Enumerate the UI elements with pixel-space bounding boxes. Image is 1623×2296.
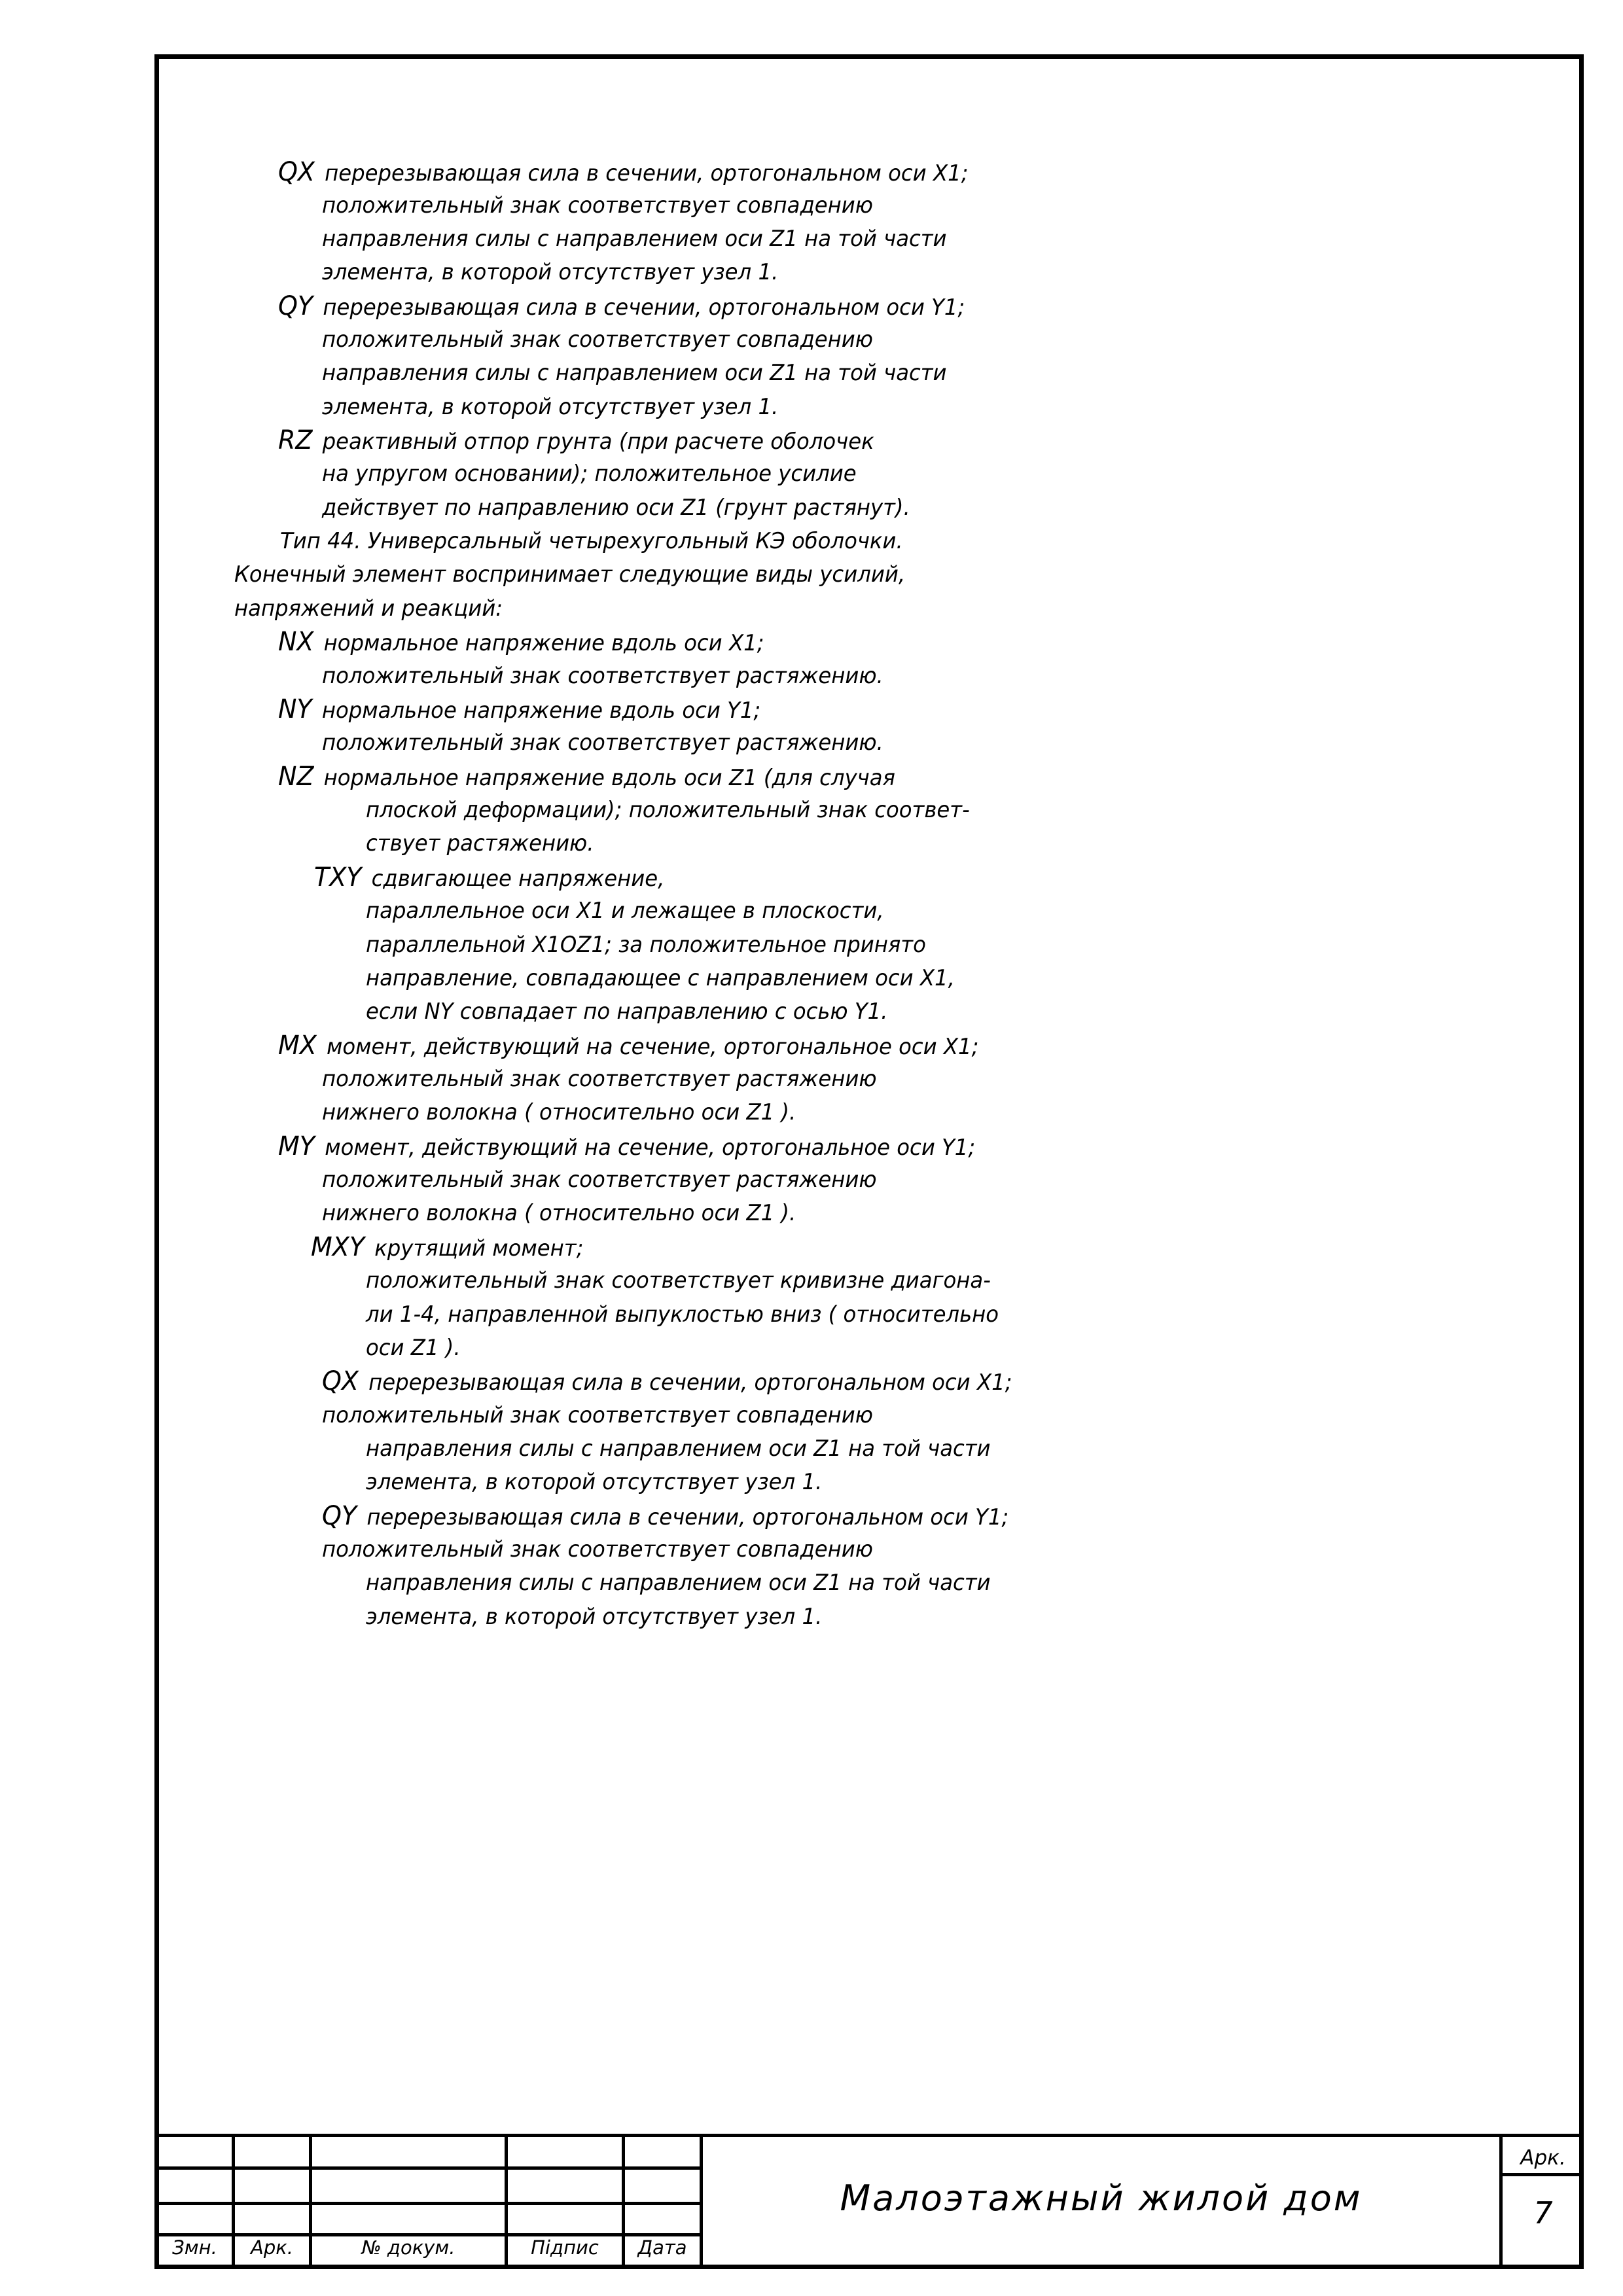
term-line: [278, 629, 764, 656]
sheet-label: Арк.: [1520, 2146, 1566, 2170]
line-text: Тип 44. Универсальный четырехугольный КЭ оболочки.: [280, 528, 903, 554]
line-text: перерезывающая сила в сечении, ортогональном оси Y1;: [366, 1504, 1009, 1530]
text-line: [322, 327, 873, 353]
text-line: [366, 1301, 999, 1328]
term-code: MX: [278, 1031, 317, 1061]
line-text: нормальное напряжение вдоль оси Z1 (для случая: [323, 765, 895, 791]
line-text: момент, действующий на сечение, ортогональное оси Y1;: [325, 1135, 976, 1161]
line-text: если NY совпадает по направлению с осью Y1.: [366, 998, 888, 1025]
term-line: [322, 1368, 1012, 1396]
document-title: Малоэтажный жилой дом: [840, 2178, 1363, 2219]
line-text: сдвигающее напряжение,: [371, 866, 665, 892]
term-code: NZ: [278, 762, 314, 792]
line-text: перерезывающая сила в сечении, ортогональном оси Y1;: [323, 294, 965, 321]
text-line: [322, 1536, 873, 1563]
text-line: [322, 663, 883, 689]
stamp-row-line: [154, 2166, 703, 2170]
line-text: параллельное оси X1 и лежащее в плоскости,: [366, 898, 884, 924]
text-line: [322, 360, 947, 386]
line-text: Конечный элемент воспринимает следующие виды усилий,: [234, 561, 906, 588]
term-line: [278, 293, 965, 321]
line-text: направления силы с направлением оси Z1 на той части: [366, 1570, 991, 1596]
stamp-sheet-line: [1499, 2173, 1584, 2176]
term-line: [311, 1234, 583, 1262]
text-line: [322, 1402, 873, 1428]
line-text: ствует растяжению.: [366, 830, 594, 857]
line-text: положительный знак соответствует совпадению: [322, 327, 873, 353]
line-text: крутящий момент;: [374, 1235, 584, 1262]
line-text: направления силы с направлением оси Z1 на той части: [322, 226, 947, 252]
text-line: [366, 797, 970, 823]
text-line: [366, 898, 884, 924]
stamp-label-sheet: Арк.: [251, 2236, 293, 2259]
sheet-number: 7: [1533, 2195, 1553, 2231]
line-text: направления силы с направлением оси Z1 на той части: [366, 1436, 991, 1462]
line-text: положительный знак соответствует кривизне диагона-: [366, 1267, 991, 1294]
line-text: момент, действующий на сечение, ортогональное оси X1;: [327, 1034, 979, 1060]
text-line: [234, 561, 905, 588]
text-line: [366, 1570, 991, 1596]
text-line: [366, 1335, 461, 1361]
text-line: [366, 1267, 991, 1294]
text-line: [234, 595, 503, 622]
stamp-label-document-number: № докум.: [361, 2236, 455, 2259]
line-text: параллельной X1OZ1; за положительное принято: [366, 932, 926, 958]
text-line: [366, 965, 955, 991]
term-code: QX: [322, 1366, 359, 1396]
line-text: перерезывающая сила в сечении, ортогональном оси X1;: [368, 1369, 1012, 1396]
text-line: [366, 1469, 822, 1495]
line-text: нижнего волокна ( относительно оси Z1 ).: [322, 1200, 796, 1226]
line-text: элемента, в которой отсутствует узел 1.: [322, 259, 779, 285]
line-text: напряжений и реакций:: [234, 595, 503, 622]
line-text: перерезывающая сила в сечении, ортогональном оси X1;: [325, 160, 969, 186]
line-text: положительный знак соответствует растяжению.: [322, 663, 883, 689]
line-text: плоской деформации); положительный знак соответ-: [366, 797, 970, 823]
line-text: положительный знак соответствует совпадению: [322, 1402, 873, 1428]
stamp-label-signature: Підпис: [531, 2236, 599, 2259]
term-line: [278, 1033, 978, 1060]
line-text: оси Z1 ).: [366, 1335, 461, 1361]
text-line: [366, 998, 887, 1025]
term-code: QX: [278, 157, 315, 187]
stamp-label-date: Дата: [637, 2236, 687, 2259]
text-line: [322, 495, 910, 521]
text-line: [322, 1066, 877, 1092]
term-code: NY: [278, 694, 312, 724]
line-text: направление, совпадающее с направлением оси X1,: [366, 965, 955, 991]
text-line: [322, 1167, 877, 1193]
text-line: [322, 461, 857, 487]
line-text: положительный знак соответствует совпадению: [322, 1536, 873, 1563]
line-text: реактивный отпор грунта (при расчете оболочек: [322, 429, 874, 455]
line-text: нормальное напряжение вдоль оси Y1;: [321, 698, 761, 724]
line-text: на упругом основании); положительное усилие: [322, 461, 857, 487]
term-line: [278, 427, 874, 455]
term-code: QY: [322, 1501, 357, 1531]
text-line: [322, 1099, 796, 1125]
term-line: [278, 696, 760, 724]
line-text: элемента, в которой отсутствует узел 1.: [322, 394, 779, 420]
text-line: [322, 226, 947, 252]
term-line: [278, 159, 969, 186]
term-line: [278, 1133, 975, 1161]
text-line: [322, 259, 778, 285]
text-line: [322, 192, 873, 219]
text-line: [366, 932, 926, 958]
line-text: ли 1-4, направленной выпуклостью вниз ( относительно: [366, 1301, 999, 1328]
text-line: [322, 1200, 796, 1226]
line-text: направления силы с направлением оси Z1 на той части: [322, 360, 947, 386]
term-code: NX: [278, 627, 314, 657]
line-text: положительный знак соответствует растяжению.: [322, 730, 883, 756]
text-line: [280, 528, 903, 554]
stamp-top-line: [154, 2134, 1584, 2137]
term-code: TXY: [314, 862, 362, 892]
text-line: [366, 1436, 991, 1462]
line-text: элемента, в которой отсутствует узел 1.: [366, 1469, 823, 1495]
line-text: действует по направлению оси Z1 (грунт растянут).: [322, 495, 910, 521]
term-line: [278, 764, 895, 791]
term-code: QY: [278, 291, 313, 321]
term-code: MY: [278, 1131, 315, 1161]
text-line: [366, 1604, 822, 1630]
stamp-label-revision: Змн.: [172, 2236, 217, 2259]
term-code: RZ: [278, 425, 313, 455]
line-text: положительный знак соответствует совпадению: [322, 192, 873, 219]
line-text: элемента, в которой отсутствует узел 1.: [366, 1604, 823, 1630]
text-line: [322, 730, 883, 756]
line-text: положительный знак соответствует растяжению: [322, 1066, 877, 1092]
text-line: [322, 394, 778, 420]
term-line: [314, 864, 664, 892]
line-text: положительный знак соответствует растяжению: [322, 1167, 877, 1193]
term-code: MXY: [311, 1232, 365, 1262]
stamp-row-line: [154, 2202, 703, 2205]
drawing-frame: [154, 54, 1584, 2269]
line-text: нормальное напряжение вдоль оси X1;: [323, 630, 764, 656]
text-line: [366, 830, 594, 857]
term-line: [322, 1503, 1008, 1530]
line-text: нижнего волокна ( относительно оси Z1 ).: [322, 1099, 796, 1125]
